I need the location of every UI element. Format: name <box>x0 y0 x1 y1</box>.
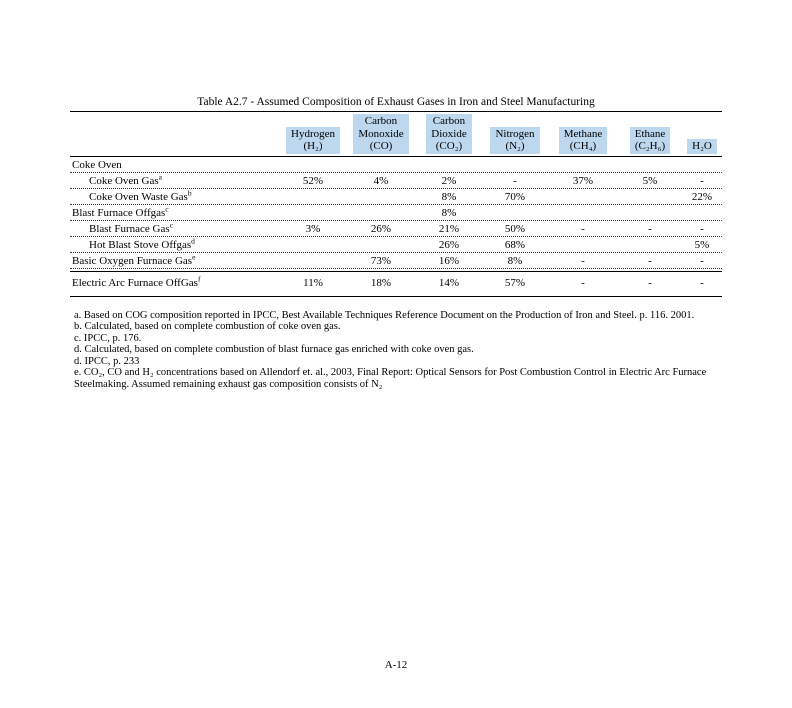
header-box <box>630 127 671 154</box>
footnote: c. IPCC, p. 176. <box>74 332 142 344</box>
cell: 5% <box>642 174 658 187</box>
header-line: Carbon <box>432 115 466 127</box>
cell: 14% <box>438 276 460 289</box>
cell: - <box>648 222 652 235</box>
row-label-sup: b <box>187 187 192 197</box>
cell: 11% <box>303 276 323 289</box>
header-line: (H₂) <box>303 140 323 152</box>
cell: 37% <box>572 174 594 187</box>
cell: 70% <box>504 190 526 203</box>
row-label <box>70 158 280 172</box>
table-row-hot-blast-stove-offgas <box>70 237 722 253</box>
page-number: A-12 <box>384 659 408 671</box>
column-header-h2o <box>682 114 722 154</box>
header-box <box>559 127 607 154</box>
column-header-carbon-monoxide <box>346 114 416 154</box>
row-label <box>70 251 280 268</box>
table-row-coke-oven-gas <box>70 173 722 189</box>
row-label-sup: a <box>158 171 162 181</box>
cell: 4% <box>373 174 389 187</box>
cell: 8% <box>441 206 457 219</box>
cell: - <box>700 174 704 187</box>
cell: 18% <box>370 276 392 289</box>
exhaust-gases-table <box>70 111 722 297</box>
header-line: Methane <box>563 127 603 140</box>
column-header-nitrogen <box>482 114 548 154</box>
header-box <box>490 127 539 154</box>
footnote: a. Based on COG composition reported in IPCC, Best Available Techniques Reference Document on the Production of Iron and Steel. p. 116. 2001. <box>74 309 695 321</box>
row-label-text: Blast Furnace Gas <box>89 222 170 235</box>
cell: - <box>513 174 517 187</box>
row-label-text: Electric Arc Furnace OffGas <box>72 276 198 289</box>
cell: 22% <box>691 190 713 203</box>
table-row-blast-furnace-gas <box>70 221 722 237</box>
header-line: (CH₄) <box>569 140 597 152</box>
header-line: (CO₂) <box>435 140 463 152</box>
header-line: (CO) <box>369 140 393 152</box>
cell: 26% <box>370 222 392 235</box>
cell: 2% <box>441 174 457 187</box>
footnotes-block <box>74 310 708 391</box>
column-header-methane <box>548 114 618 154</box>
row-label <box>70 219 280 236</box>
row-label <box>70 203 280 220</box>
cell: 16% <box>438 254 460 267</box>
header-box <box>687 139 717 154</box>
row-label-text: Basic Oxygen Furnace Gas <box>72 254 193 267</box>
row-label <box>70 171 280 188</box>
row-label-sup: c <box>165 203 169 213</box>
cell: - <box>581 222 585 235</box>
footnote: b. Calculated, based on complete combustion of coke oven gas. <box>74 321 341 333</box>
cell: 68% <box>504 238 526 251</box>
cell: 8% <box>507 254 523 267</box>
row-label-sup: e <box>192 251 196 261</box>
header-box <box>426 114 471 154</box>
row-label-text: Hot Blast Stove Offgas <box>89 238 192 251</box>
header-line: Ethane <box>634 127 666 140</box>
table-row-electric-arc-furnace-offgas <box>70 272 722 293</box>
cell: 57% <box>504 276 526 289</box>
header-empty-cell <box>70 114 280 154</box>
table-title: Table A2.7 - Assumed Composition of Exhaust Gases in Iron and Steel Manufacturing <box>197 96 595 108</box>
table-header-row <box>70 112 722 157</box>
cell: - <box>648 276 652 289</box>
header-box <box>286 127 340 154</box>
column-header-ethane <box>618 114 682 154</box>
row-label-text: Coke Oven Gas <box>89 174 159 187</box>
footnote: e. CO₂, CO and H₂ concentrations based on Allendorf et. al., 2003, Final Report: Optical Sensors for Post Combustion Control in Electric Arc Furnace Steelmaking. Assumed remaining exhaust gas composition consists of N₂ <box>74 367 707 391</box>
document-page <box>0 96 792 671</box>
header-line: H₂O <box>692 140 712 152</box>
cell: 26% <box>438 238 460 251</box>
cell: 5% <box>694 238 710 251</box>
cell: - <box>648 254 652 267</box>
row-label-sup: d <box>191 235 195 245</box>
row-label <box>70 187 280 204</box>
cell: 73% <box>370 254 392 267</box>
table-row-blast-furnace-offgas <box>70 205 722 221</box>
cell: - <box>700 254 704 267</box>
header-line: (N₂) <box>505 140 525 152</box>
table-row-basic-oxygen-furnace-gas <box>70 253 722 269</box>
table-row-coke-oven <box>70 157 722 173</box>
table-row-coke-oven-waste-gas <box>70 189 722 205</box>
cell: - <box>700 222 704 235</box>
row-label-text: Blast Furnace Offgas <box>72 206 166 219</box>
header-line: (C₂H₆) <box>634 140 666 152</box>
cell: 8% <box>441 190 457 203</box>
row-label <box>70 235 280 252</box>
row-label <box>70 273 280 290</box>
footnote: d. IPCC, p. 233 <box>74 355 140 367</box>
header-line: Dioxide <box>431 127 467 140</box>
row-label-sup: c <box>169 219 173 229</box>
header-line: Monoxide <box>358 127 404 140</box>
cell: - <box>581 254 585 267</box>
column-header-hydrogen <box>280 114 346 154</box>
column-header-carbon-dioxide <box>416 114 482 154</box>
cell: - <box>581 276 585 289</box>
footnote: d. Calculated, based on complete combustion of blast furnace gas enriched with coke oven gas. <box>74 344 474 356</box>
header-line: Carbon <box>364 115 398 127</box>
header-line: Nitrogen <box>495 127 535 140</box>
cell: 21% <box>438 222 460 235</box>
cell: 52% <box>302 174 324 187</box>
cell: 50% <box>504 222 526 235</box>
cell: - <box>700 276 704 289</box>
header-line: Hydrogen <box>291 127 335 140</box>
row-label-text: Coke Oven Waste Gas <box>89 190 188 203</box>
cell: 3% <box>305 222 321 235</box>
header-box <box>353 114 408 154</box>
row-label-sup: f <box>197 273 201 283</box>
row-label-text: Coke Oven <box>72 158 122 171</box>
